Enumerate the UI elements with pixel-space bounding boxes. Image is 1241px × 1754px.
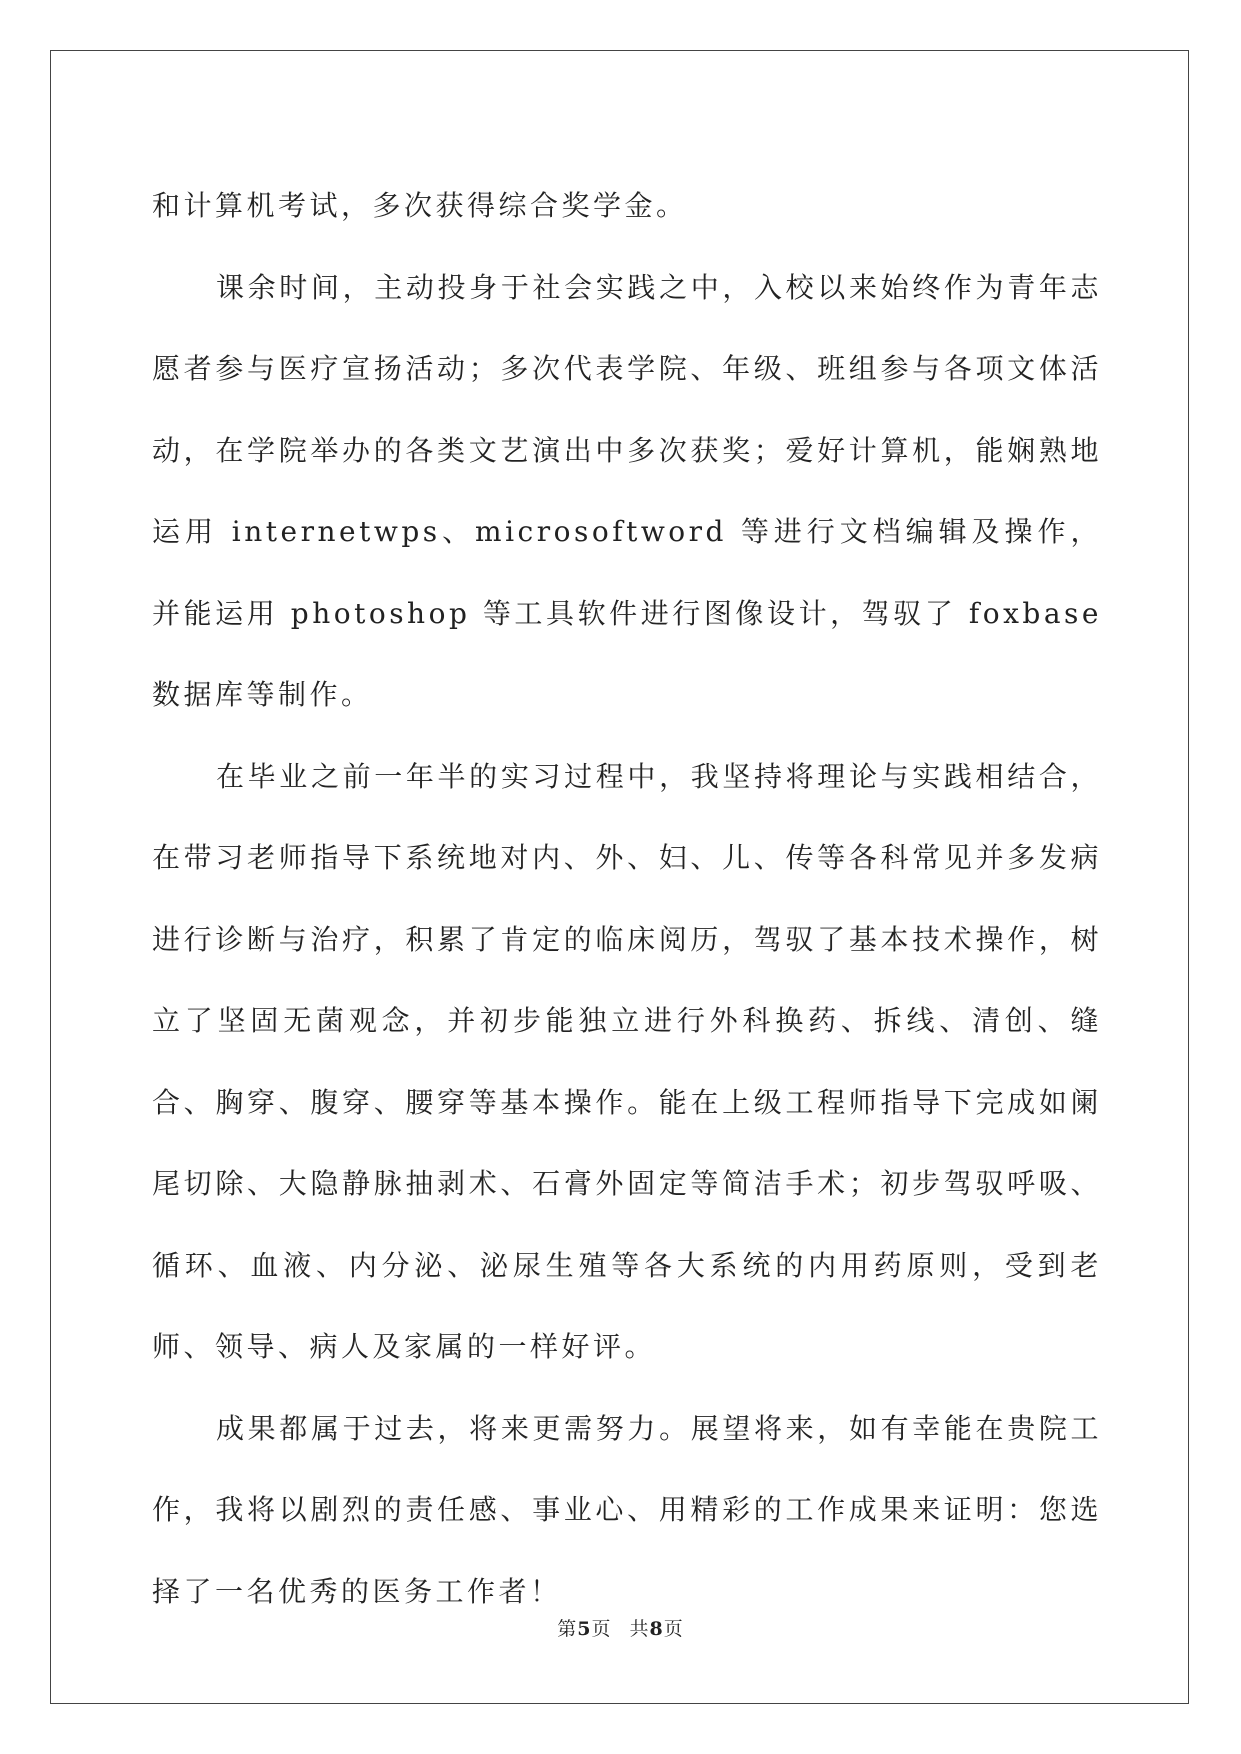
total-page-number: 8 (649, 1618, 664, 1640)
paragraph-1: 和计算机考试，多次获得综合奖学金。 (152, 189, 688, 222)
document-body (152, 165, 1102, 1632)
paragraph-4: 成果都属于过去，将来更需努力。展望将来，如有幸能在贵院工作，我将以剧烈的责任感、事业心、用精彩的工作成果来证明：您选择了一名优秀的医务工作者！ (152, 1411, 1102, 1608)
page-prefix: 第 (557, 1618, 578, 1640)
paragraph-2: 课余时间，主动投身于社会实践之中，入校以来始终作为青年志愿者参与医疗宣扬活动；多次代表学院、年级、班组参与各项文体活动，在学院举办的各类文艺演出中多次获奖；爱好计算机，能娴熟地运用 internetwps、microsoftword 等进行文档编辑及操作，并能运用 photoshop 等工具软件进行图像设计，驾驭了 foxbase 数据库等制作。 (152, 270, 1102, 711)
paragraph-3: 在毕业之前一年半的实习过程中，我坚持将理论与实践相结合，在带习老师指导下系统地对内、外、妇、儿、传等各科常见并多发病进行诊断与治疗，积累了肯定的临床阅历，驾驭了基本技术操作，树立了坚固无菌观念，并初步能独立进行外科换药、拆线、清创、缝合、胸穿、腹穿、腰穿等基本操作。能在上级工程师指导下完成如阑尾切除、大隐静脉抽剥术、石膏外固定等简洁手术；初步驾驭呼吸、循环、血液、内分泌、泌尿生殖等各大系统的内用药原则，受到老师、领导、病人及家属的一样好评。 (152, 759, 1102, 1363)
page-footer (0, 1614, 1241, 1641)
page-suffix: 页 (591, 1618, 612, 1640)
current-page-number: 5 (577, 1618, 592, 1640)
total-suffix: 页 (663, 1618, 684, 1640)
total-prefix: 共 (629, 1618, 650, 1640)
